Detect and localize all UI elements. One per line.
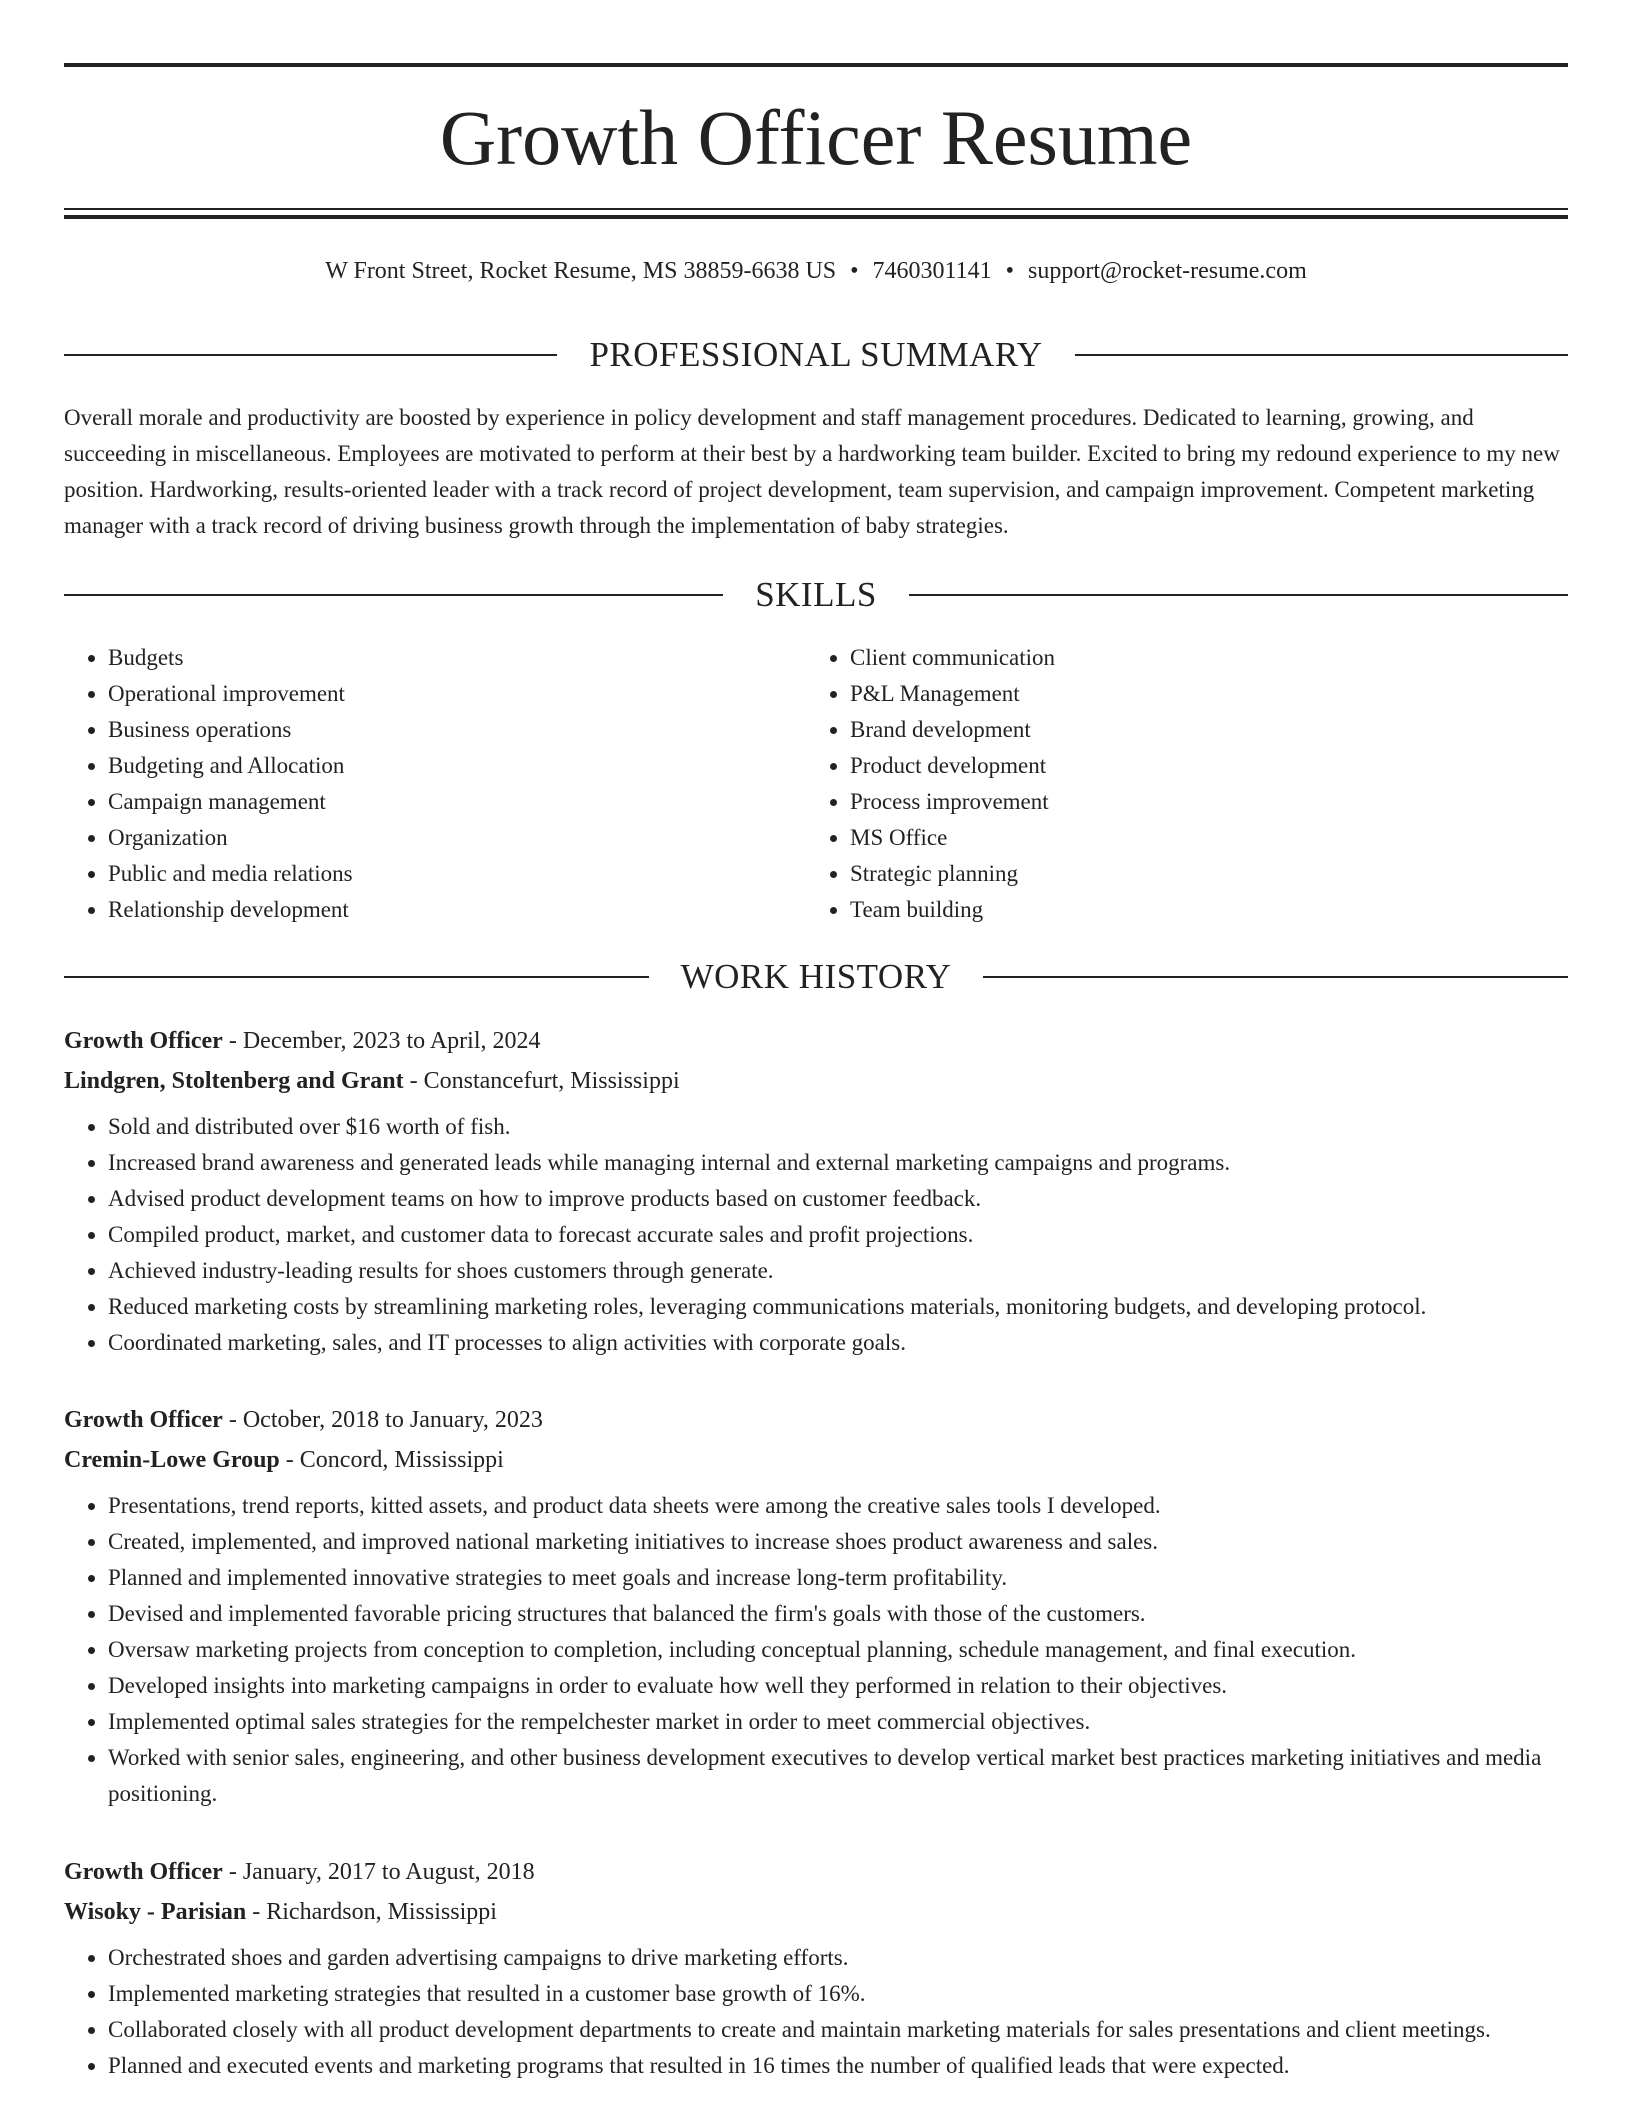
job-bullet: • Developed insights into marketing campaigns in order to evaluate how well they performed in relation to their objectives. (108, 1668, 1568, 1704)
job-dates: October, 2018 to January, 2023 (242, 1407, 543, 1433)
job-bullet: • Planned and executed events and marketing programs that resulted in 16 times the number of qualified leads that were expected. (108, 2048, 1568, 2084)
skill-item: • Budgets (108, 640, 806, 676)
job-bullet: • Advised product development teams on how to improve products based on customer feedback. (108, 1181, 1568, 1217)
job-bullet: • Reduced marketing costs by streamlining marketing roles, leveraging communications materials, monitoring budgets, and developing protocol. (108, 1289, 1568, 1325)
heading-rule-right (909, 594, 1568, 596)
job-title-line: Growth Officer - January, 2017 to August, 2018 (64, 1859, 535, 1885)
skills-heading: SKILLS (755, 575, 877, 614)
job-bullets (64, 1109, 1568, 1361)
skill-item: • Business operations (108, 712, 806, 748)
job-entry (64, 1021, 1568, 1361)
skills-column-left (64, 640, 806, 928)
heading-rule-right (983, 976, 1568, 978)
job-title: Growth Officer (64, 1859, 223, 1885)
job-bullet: • Compiled product, market, and customer data to forecast accurate sales and profit projections. (108, 1217, 1568, 1253)
job-bullet: • Created, implemented, and improved national marketing initiatives to increase shoes product awareness and sales. (108, 1524, 1568, 1560)
contact-line (64, 254, 1568, 288)
top-rule (64, 63, 1568, 67)
job-company-line: Cremin-Lowe Group - Concord, Mississippi (64, 1447, 504, 1473)
job-bullets (64, 1488, 1568, 1812)
job-company-line: Wisoky - Parisian - Richardson, Mississippi (64, 1899, 497, 1925)
skill-item: • Strategic planning (850, 856, 1548, 892)
skill-item: • Public and media relations (108, 856, 806, 892)
skill-item: • Brand development (850, 712, 1548, 748)
job-company: Wisoky - Parisian (64, 1899, 247, 1925)
contact-phone: 7460301141 (872, 258, 992, 284)
contact-separator: • (850, 258, 859, 284)
work-heading: WORK HISTORY (680, 957, 952, 996)
page-title: Growth Officer Resume (439, 94, 1193, 181)
skill-item: • Operational improvement (108, 676, 806, 712)
job-bullet: • Achieved industry-leading results for shoes customers through generate. (108, 1253, 1568, 1289)
skill-item: • Relationship development (108, 892, 806, 928)
contact-separator: • (1005, 258, 1015, 284)
skills-list (64, 640, 1568, 928)
skill-item: • Organization (108, 820, 806, 856)
job-bullet: • Increased brand awareness and generated leads while managing internal and external marketing campaigns and programs. (108, 1145, 1568, 1181)
job-bullet: • Sold and distributed over $16 worth of fish. (108, 1109, 1568, 1145)
skills-column-right (806, 640, 1548, 928)
skill-item: • Client communication (850, 640, 1548, 676)
job-title: Growth Officer (64, 1407, 223, 1433)
title-rule-thin (64, 208, 1568, 210)
job-bullets (64, 1940, 1568, 2084)
job-company: Cremin-Lowe Group (64, 1447, 280, 1473)
heading-rule-left (64, 976, 649, 978)
job-title-line: Growth Officer - October, 2018 to January, 2023 (64, 1407, 543, 1433)
job-entry (64, 1400, 1568, 1812)
job-company: Lindgren, Stoltenberg and Grant (64, 1068, 404, 1094)
job-title-line: Growth Officer - December, 2023 to April, 2024 (64, 1028, 541, 1054)
summary-text: Overall morale and productivity are boosted by experience in policy development and staff management procedures. Dedicated to learning, growing, and succeeding in miscellaneous. Employees are motivated to perform at their best by a hardworking team builder. Excited to bring my redound experience to my new position. Hardworking, results-oriented leader with a track record of project development, team supervision, and campaign improvement. Competent marketing manager with a track record of driving business growth through the implementation of baby strategies. (64, 405, 1560, 538)
heading-rule-right (1075, 354, 1568, 356)
job-bullet: • Worked with senior sales, engineering, and other business development executives to develop vertical market best practices marketing initiatives and media positioning. (108, 1740, 1568, 1812)
heading-rule-left (64, 354, 557, 356)
job-bullet: • Coordinated marketing, sales, and IT processes to align activities with corporate goals. (108, 1325, 1568, 1361)
summary-section-heading (64, 334, 1568, 376)
job-company-line: Lindgren, Stoltenberg and Grant - Constancefurt, Mississippi (64, 1068, 680, 1094)
job-entry (64, 1852, 1568, 2084)
job-bullet: • Orchestrated shoes and garden advertising campaigns to drive marketing efforts. (108, 1940, 1568, 1976)
job-location: Concord, Mississippi (299, 1447, 504, 1473)
job-bullet: • Implemented marketing strategies that resulted in a customer base growth of 16%. (108, 1976, 1568, 2012)
skill-item: • Team building (850, 892, 1548, 928)
skill-item: • Budgeting and Allocation (108, 748, 806, 784)
job-location: Richardson, Mississippi (266, 1899, 497, 1925)
job-dates: December, 2023 to April, 2024 (242, 1028, 541, 1054)
job-bullet: • Collaborated closely with all product development departments to create and maintain marketing materials for sales presentations and client meetings. (108, 2012, 1568, 2048)
contact-address: W Front Street, Rocket Resume, MS 38859-6638 US (325, 258, 837, 284)
work-section-heading (64, 956, 1568, 998)
job-location: Constancefurt, Mississippi (423, 1068, 680, 1094)
contact-email: support@rocket-resume.com (1028, 258, 1307, 284)
job-bullet: • Presentations, trend reports, kitted assets, and product data sheets were among the creative sales tools I developed. (108, 1488, 1568, 1524)
job-dates: January, 2017 to August, 2018 (242, 1859, 535, 1885)
skill-item: • P&L Management (850, 676, 1548, 712)
job-title: Growth Officer (64, 1028, 223, 1054)
job-bullet: • Oversaw marketing projects from conception to completion, including conceptual planning, schedule management, and final execution. (108, 1632, 1568, 1668)
skill-item: • Campaign management (108, 784, 806, 820)
heading-rule-left (64, 594, 723, 596)
job-bullet: • Planned and implemented innovative strategies to meet goals and increase long-term profitability. (108, 1560, 1568, 1596)
job-bullet: • Devised and implemented favorable pricing structures that balanced the firm's goals with those of the customers. (108, 1596, 1568, 1632)
summary-heading: PROFESSIONAL SUMMARY (589, 335, 1043, 374)
skill-item: • Product development (850, 748, 1548, 784)
skills-section-heading (64, 574, 1568, 616)
job-bullet: • Implemented optimal sales strategies for the rempelchester market in order to meet commercial objectives. (108, 1704, 1568, 1740)
skill-item: • Process improvement (850, 784, 1548, 820)
skill-item: • MS Office (850, 820, 1548, 856)
title-rule-thick (64, 215, 1568, 219)
